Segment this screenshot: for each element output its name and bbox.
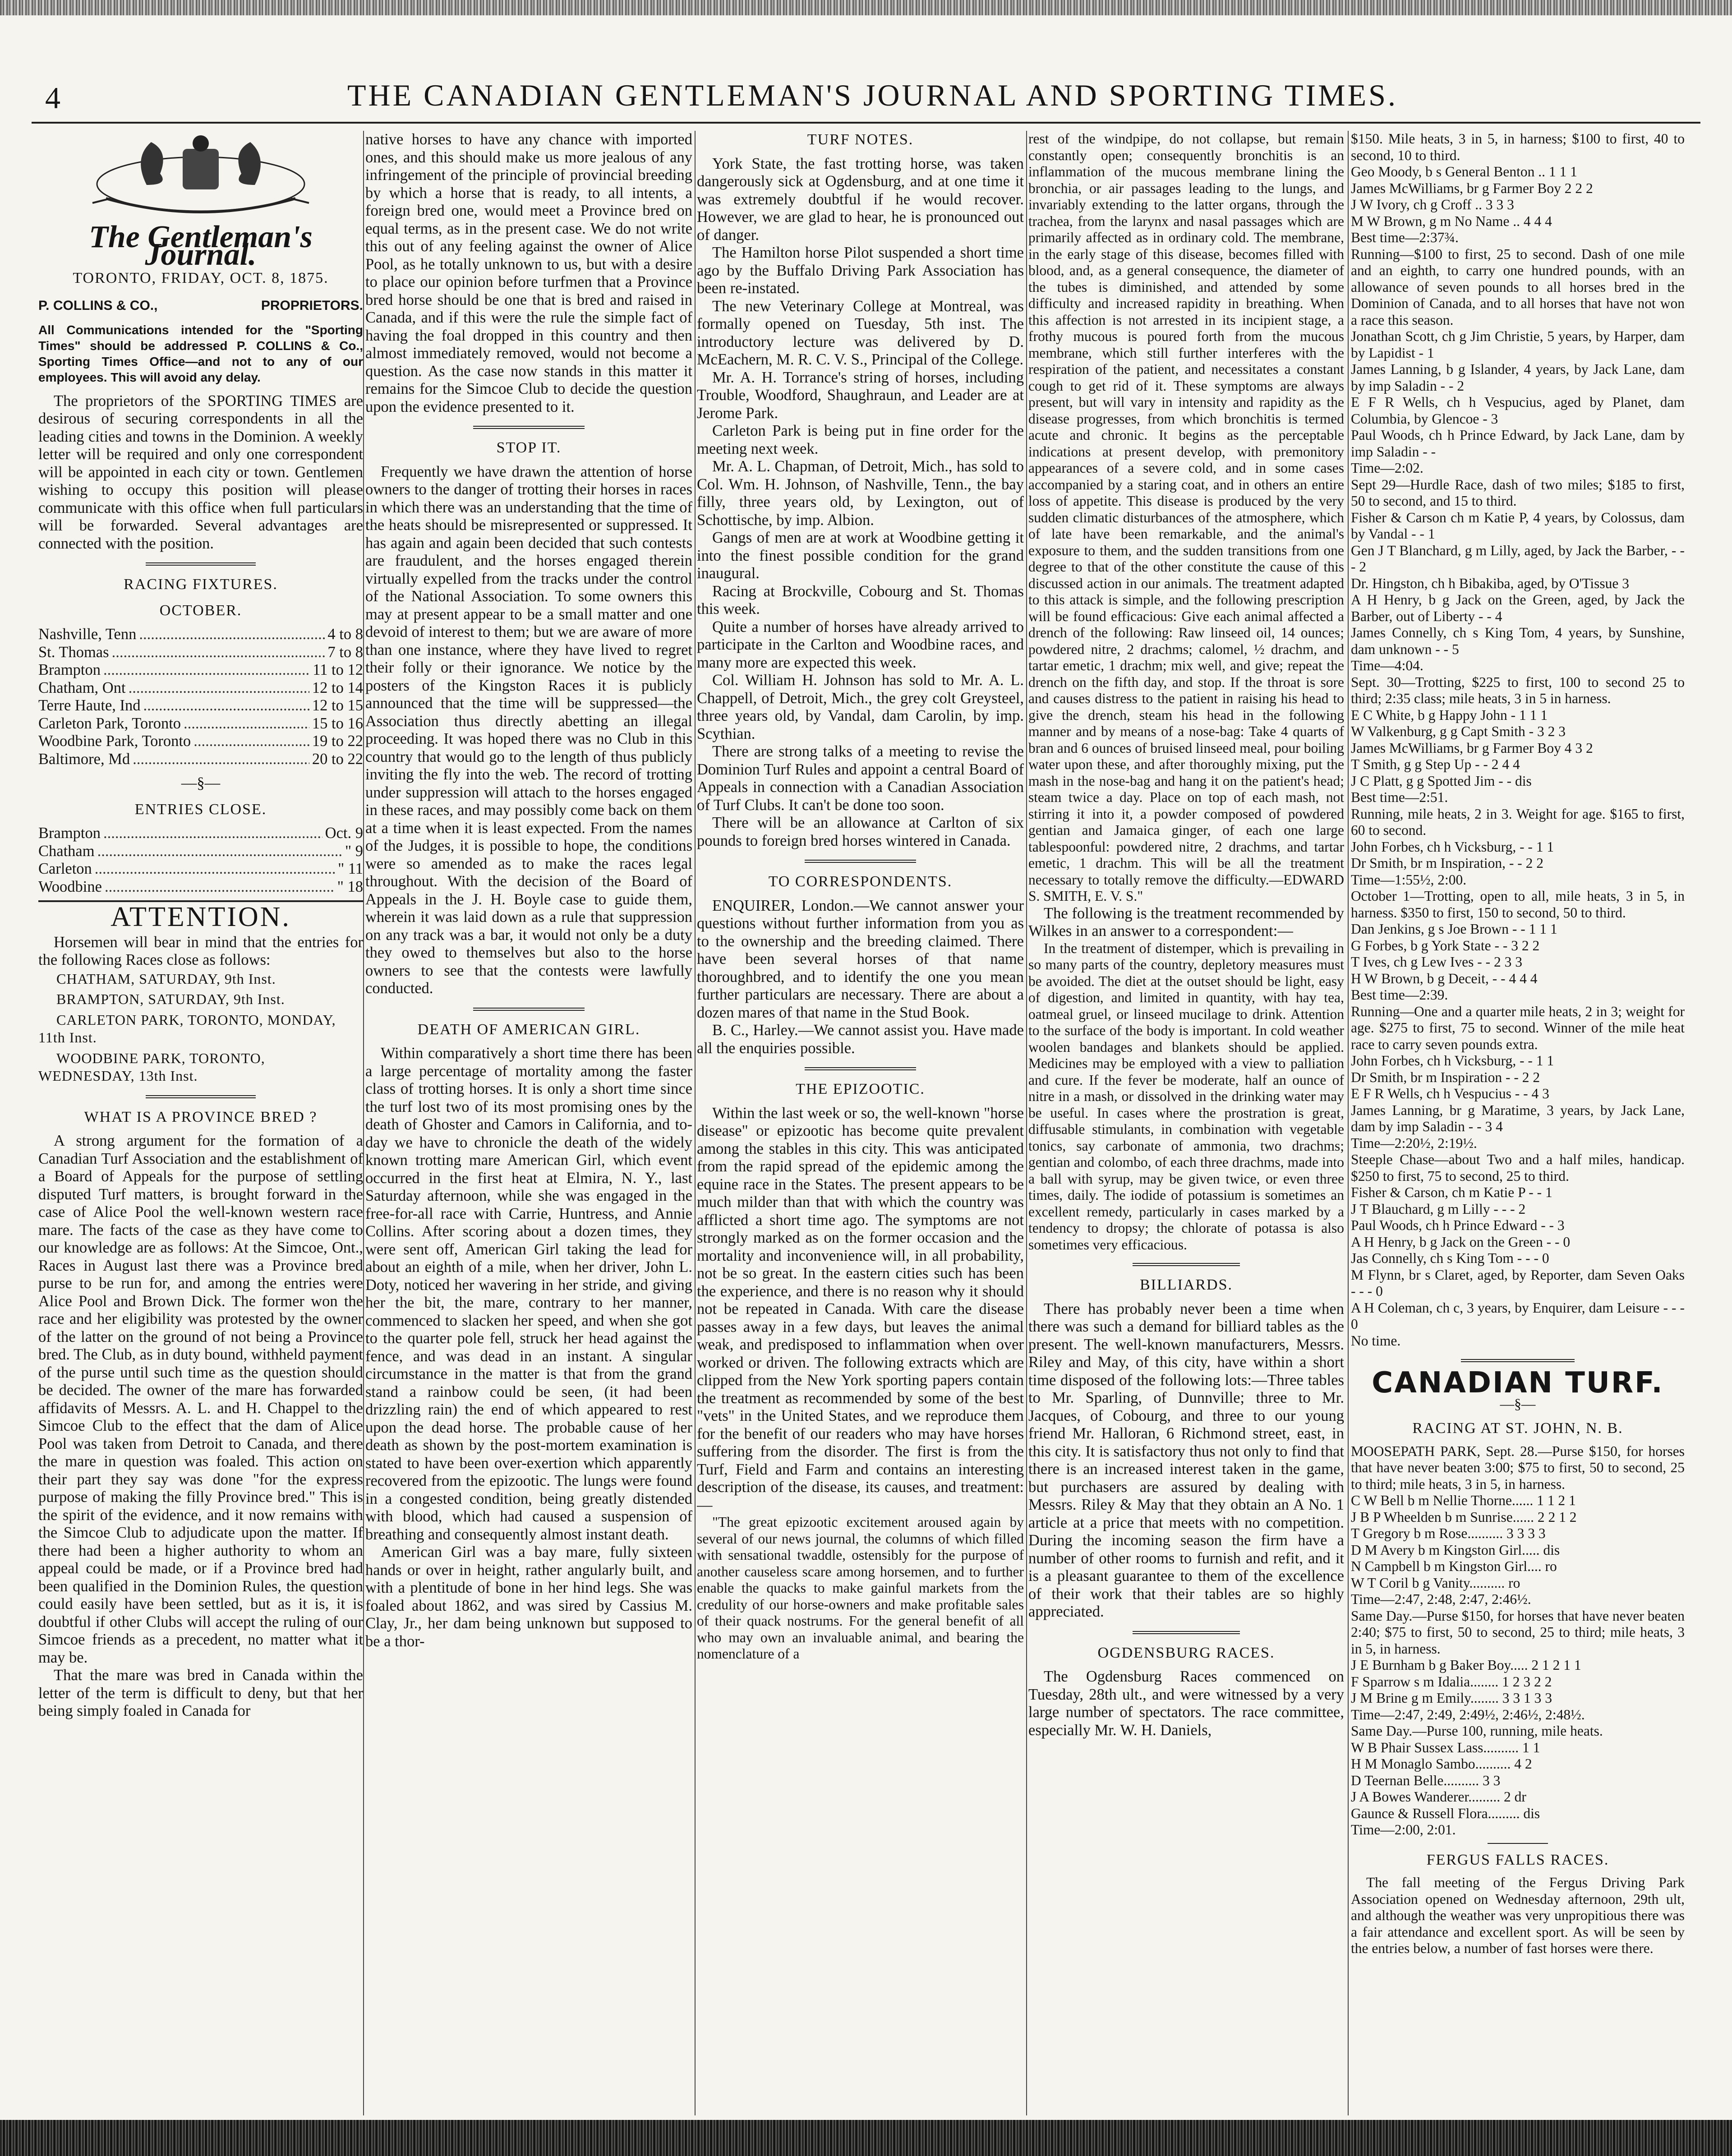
result-line: T Gregory b m Rose.......... 3 3 3 3 xyxy=(1351,1525,1546,1541)
result-line: M W Brown, g m No Name .. 4 4 4 xyxy=(1351,213,1552,229)
rule xyxy=(473,1008,585,1011)
column-rule xyxy=(1348,131,1349,2115)
result-line: F Sparrow s m Idalia........ 1 2 3 2 2 xyxy=(1351,1673,1552,1690)
result-line: C W Bell b m Nellie Thorne...... 1 1 2 1 xyxy=(1351,1493,1576,1508)
scan-edge-top xyxy=(0,0,1732,15)
result-line: Time—2:20½, 2:19½. xyxy=(1351,1135,1477,1151)
result-line: A H Henry, b g Jack on the Green, aged, by Jack the Barber, out of Liberty - - 4 xyxy=(1351,592,1685,624)
entries-list xyxy=(38,825,363,896)
column-rule xyxy=(1026,131,1027,2115)
result-line: Running—$100 to first, 25 to second. Dash of one mile and an eighth, to carry one hundred pounds, with an allowance of seven pounds to all horses bred in the Dominion of Canada, and to all horses that have not won a race this season. xyxy=(1351,246,1685,328)
crest-logo-icon xyxy=(38,131,363,221)
result-line: J E Burnham b g Baker Boy..... 2 1 2 1 1 xyxy=(1351,1657,1581,1673)
result-line: A H Coleman, ch c, 3 years, by Enquirer, dam Leisure - - - 0 xyxy=(1351,1299,1685,1332)
result-line: H M Monaglo Sambo.......... 4 2 xyxy=(1351,1756,1532,1772)
proprietors-label: PROPRIETORS. xyxy=(261,298,363,313)
ogdensburg-paragraph: The Ogdensburg Races commenced on Tuesday, 28th ult., and were witnessed by a very large number of spectators. The race committee, especially Mr. W. H. Daniels, xyxy=(1028,1668,1344,1739)
rule xyxy=(146,1095,256,1098)
st-john-heading: RACING AT ST. JOHN, N. B. xyxy=(1412,1420,1623,1437)
province-bred-continued: native horses to have any chance with imported ones, and this should make us more jealous of any infringement of the principle of provincial breeding by which a horse that is ready, to all intents, a foreign bred one, would meet a Province bred on equal terms, as in the present case. We do not write this out of any feeling against the owner of Alice Pool, as he totally unknown to us, but with a desire to place our opinion before turfmen that a Province bred horse should be one that is bred and raised in Canada, and if this were the rule the simple fact of having the foal dropped in this country and then almost immediately removed, would not become a question. As the case now stands in this matter it remains for the Simcoe Club to decide the question upon the evidence presented to it. xyxy=(365,131,692,415)
result-line: E F R Wells, ch h Vespucius, aged by Planet, dam Columbia, by Glencoe - 3 xyxy=(1351,394,1685,427)
attention-text: Horsemen will bear in mind that the entries for the following Races close as follows: xyxy=(38,933,363,968)
result-line: Fisher & Carson, ch m Katie P - - 1 xyxy=(1351,1184,1552,1200)
attention-heading: ATTENTION. xyxy=(111,902,291,932)
dateline: TORONTO, FRIDAY, OCT. 8, 1875. xyxy=(73,269,329,286)
ogdensburg-heading: OGDENSBURG RACES. xyxy=(1097,1644,1275,1661)
result-line: Dan Jenkins, g s Joe Brown - - 1 1 1 xyxy=(1351,921,1557,937)
attention-item: CARLETON PARK, TORONTO, MONDAY, 11th Inst. xyxy=(38,1011,336,1046)
result-line: G Forbes, b g York State - - 3 2 2 xyxy=(1351,937,1540,954)
rule xyxy=(1133,1263,1240,1266)
attention-item: WOODBINE PARK, TORONTO, WEDNESDAY, 13th Inst. xyxy=(38,1050,265,1084)
result-line: J T Blauchard, g m Lilly - - - 2 xyxy=(1351,1201,1526,1217)
province-bred-paragraph: A strong argument for the formation of a Canadian Turf Association and the establishment of a Board of Appeals for the purpose of settling disputed Turf matters, is brought forward in the case of Alice Pool the well-known western race mare. The facts of the case as they have come to our knowledge are as follows: At the Simcoe, Ont., Races in August last there was a Province bred purse to be run for, and among the entries were Alice Pool and Brown Dick. The former won the race and her eligibility was protested by the owner of the latter on the ground of not being a Province bred. The Club, as in duty bound, withheld payment of the purse until such time as the question should be decided. The owner of the mare has forwarded affidavits of Messrs. A. L. and H. Chappel to the Simcoe Club to the effect that the dam of Alice Pool was taken from Detroit to Canada, and there the mare in question was foaled. This action on their part they say was done "for the express purpose of making the filly Province bred." This is the spirit of the evidence, and it now remains with the Simcoe Club to adjudicate upon the matter. If there had been a higher authority to whom an appeal could be made, or if a Province bred had been qualified in the Dominion Rules, the question could easily have been settled, but as it is, it is doubtful if other Clubs will accept the ruling of our Simcoe friends as a precedent, no matter what it may be. xyxy=(38,1132,363,1666)
rule xyxy=(146,562,256,566)
result-line: T Ives, ch g Lew Ives - - 2 3 3 xyxy=(1351,954,1522,970)
result-line: J A Bowes Wanderer......... 2 dr xyxy=(1351,1789,1526,1805)
rule xyxy=(473,426,585,429)
result-line: Time—2:02. xyxy=(1351,460,1423,476)
turf-note: There will be an allowance at Carlton of six pounds to foreign bred horses wintered in Canada. xyxy=(697,814,1024,849)
column-2 xyxy=(365,131,692,2115)
correspondent-reply: B. C., Harley.—We cannot assist you. Have made all the enquiries possible. xyxy=(697,1022,1024,1057)
result-line: J B P Wheelden b m Sunrise...... 2 2 1 2 xyxy=(1351,1509,1577,1525)
death-paragraph: American Girl was a bay mare, fully sixteen hands or over in height, rather angularly built, and with a plentitude of bone in her hind legs. She was foaled about 1862, and was sired by Cassius M. Clay, Jr., her dam being unknown but supposed to be a thor- xyxy=(365,1543,692,1650)
racing-fixtures-heading: RACING FIXTURES. xyxy=(124,576,278,593)
result-line: October 1—Trotting, open to all, mile heats, 3 in 5, in harness. $350 to first, 150 to second, 50 to third. xyxy=(1351,888,1685,921)
communications-notice: All Communications intended for the "Sporting Times" should be addressed P. COLLINS & Co., Sporting Times Office—and not to any of our employees. This will avoid any delay. xyxy=(38,322,363,384)
turf-note: York State, the fast trotting horse, was taken dangerously sick at Ogdensburg, and at one time it was extremely doubtful if he would recover. However, we are glad to hear, he is pronounced out of danger. xyxy=(697,155,1024,244)
result-line: E C White, b g Happy John - 1 1 1 xyxy=(1351,707,1548,723)
result-line: MOOSEPATH PARK, Sept. 28.—Purse $150, for horses that have never beaten 3:00; $75 to first, 50 to second, 25 to third; mile heats, 3 in 5, in harness. xyxy=(1351,1443,1685,1492)
result-line: Time—2:47, 2:48, 2:47, 2:46½. xyxy=(1351,1591,1531,1607)
result-line: John Forbes, ch h Vicksburg, - - 1 1 xyxy=(1351,838,1554,855)
journal-title: The Gentleman's Journal. xyxy=(89,219,313,272)
canadian-turf-heading: CANADIAN TURF. xyxy=(1372,1366,1664,1400)
result-line: James McWilliams, br g Farmer Boy 2 2 2 xyxy=(1351,180,1593,196)
result-line: M Flynn, br s Claret, aged, by Reporter, dam Seven Oaks - - - 0 xyxy=(1351,1267,1685,1299)
result-line: W Valkenburg, g g Capt Smith - 3 2 3 xyxy=(1351,723,1566,739)
column-5 xyxy=(1351,131,1685,2115)
result-line: W B Phair Sussex Lass.......... 1 1 xyxy=(1351,1739,1540,1755)
fixture-row: Carleton Park, Toronto ..... 15 to 16 xyxy=(38,715,363,733)
result-line: Best time—2:37¾. xyxy=(1351,230,1459,245)
fixture-row: Woodbine Park, Toronto ..... 19 to 22 xyxy=(38,732,363,751)
result-line: $150. Mile heats, 3 in 5, in harness; $100 to first, 40 to second, 10 to third. xyxy=(1351,131,1685,163)
epizootic-paragraph: Within the last week or so, the well-known "horse disease" or epizootic has become quite prevalent among the stables in this city. This was anticipated from the rapid spread of the epidemic among the equine race in the States. The present appears to be much milder than that with which the country was afflicted a short time ago. The symptoms are not strongly marked as on the former occasion and the mortality and inconvenience will, in all probability, not be so great. In the eastern cities such has been the experience, and there is no reason why it should not be repeated in Canada. With care the disease passes away in a few days, but leaves the animal weak, and predisposed to inflammation when over worked or driven. The following extracts which are clipped from the New York sporting papers contain the treatment as recommended by some of the best "vets" in the United States, and we reproduce them for the benefit of our readers who may have horses suffering from the disorder. The first is from the Turf, Field and Farm and contains an interesting description of the disease, its causes, and treatment:— xyxy=(697,1104,1024,1514)
result-line: Dr Smith, br m Inspiration, - - 2 2 xyxy=(1351,855,1543,871)
correspondents-paragraph: The proprietors of the SPORTING TIMES are desirous of securing correspondents in all the leading cities and towns in the Dominion. A weekly letter will be required and only one correspondent will be appointed in each city or town. Gentlemen wishing to occupy this position will please communicate with this office when full particulars will be forwarded. Several advantages are connected with the position. xyxy=(38,392,363,552)
result-line: Same Day.—Purse 100, running, mile heats. xyxy=(1351,1723,1603,1739)
epizootic-quote-continued: rest of the windpipe, do not collapse, but remain constantly open; consequently bronchitis is an inflammation of the mucous membrane lining the bronchia, or air passages leading to the lungs, and invariably extending to the latter organs, through the trachea, from the larynx and nasal passages which are primarily affected as in ordinary cold. The membrane, in the early stage of this disease, becomes filled with blood, and, as a general consequence, the diameter of the tubes is diminished, and attended by some difficulty and increased rapidity in breathing. When this affection is not arrested in its incipient stage, a frothy mucous is poured forth from the mucous membrane, which still further interferes with the respiration of the patient, and necessitates a constant cough to get rid of it. These symptoms are always present, but will vary in intensity and rapidity as the disease progresses, from which bronchitis is termed acute and chronic. It begins as the perceptable indications at present develop, with premonitory appearances of a severe cold, and in some cases accompanied by a staring coat, and in others an entire loss of appetite. This disease is produced by the very sudden climatic disturbances of the atmosphere, which of late have been remarkable, and the animal's exposure to them, and the sudden transitions from one degree to that of the other constitute the cause of this discussed action in our animals. The treatment adapted to this attack is simple, and the following prescription will be found efficacious: Give each animal affected a drench of the following: Raw linseed oil, 14 ounces; powdered nitre, 2 drachms; calomel, ½ drachm, and tartar emetic, 1 drachm; mix well, and give; repeat the drench on the fifth day, and stop. If the throat is sore and causes distress to the patient in raising his head to give the drench, steam his head in the following manner and by means of a nose-bag: Take 4 quarts of bran and 6 ounces of bruised linseed meal, pour boiling water upon these, and after thoroughly mixing, put the mash in the nose-bag and hang it on the patient's head; steam twice a day. Place on top of each mash, not stirring it into it, a powder composed of powdered gentian and Jamaica ginger, of each one large tablespoonful: powdered nitre, 2 drachms, and tartar emetic, 1 drachm. This will be all the treatment necessary to totally remove the difficulty.—EDWARD S. SMITH, E. V. S." xyxy=(1028,131,1344,904)
stop-it-paragraph: Frequently we have drawn the attention of horse owners to the danger of trotting their horses in races in which there was an understanding that the time of the heats should be misrepresented or suppressed. It has again and again been decided that such contests are fraudulent, and the horses engaged therein virtually expelled from the tracks under the control of the National Association. To some owners this may at present appear to be a small matter and one devoid of interest to them; but we are aware of more than one instance, where they have lived to regret their folly or their ignorance. We notice by the posters of the Kingston Races it is publicly announced that the time will be suppressed—the Association thus directly abetting an illegal proceeding. It was hoped there was no Club in this country that would go to the length of thus publicly inviting the fly into the web. The record of trotting under suppression will attach to the horses engaged in these races, and may possibly come back on them at a time when it is least expected. From the names of the Judges, it is possible to hope, the conditions were so amended as to make the races legal throughout. With the decision of the Board of Appeals in the J. H. Boyle case to guide them, wherein it was laid down as a rule that suppression on any track was a bar, it would not only be a duty they owed to themselves but also to the horse owners to see that the contests were lawfully conducted. xyxy=(365,463,692,997)
result-line: Best time—2:39. xyxy=(1351,987,1448,1003)
result-line: T Smith, g g Step Up - - 2 4 4 xyxy=(1351,756,1520,772)
result-line: Jas Connelly, ch s King Tom - - - 0 xyxy=(1351,1250,1549,1266)
result-line: Sept. 30—Trotting, $225 to first, 100 to second 25 to third; 2:35 class; mile heats, 3 in 5 in harness. xyxy=(1351,674,1685,706)
turf-note: There are strong talks of a meeting to revise the Dominion Turf Rules and appoint a central Board of Appeals in connection with a Canadian Association of Turf Clubs. It can't be done too soon. xyxy=(697,743,1024,814)
turf-note: Col. William H. Johnson has sold to Mr. A. L. Chappell, of Detroit, Mich., the grey colt Greysteel, three years old, by Vandal, dam Carolin, by imp. Scythian. xyxy=(697,672,1024,742)
proprietors-line xyxy=(38,297,363,315)
rule xyxy=(1461,1359,1575,1362)
column-1 xyxy=(38,131,363,2115)
result-line: Best time—2:51. xyxy=(1351,789,1448,805)
result-line: D M Avery b m Kingston Girl..... dis xyxy=(1351,1542,1560,1558)
fixture-row: Terre Haute, Ind ..... 12 to 15 xyxy=(38,697,363,715)
masthead xyxy=(32,68,1700,124)
result-line: Time—4:04. xyxy=(1351,658,1423,673)
turf-note: Carleton Park is being put in fine order for the meeting next week. xyxy=(697,422,1024,457)
result-line: E F R Wells, ch h Vespucius - - 4 3 xyxy=(1351,1086,1549,1101)
result-line: Jonathan Scott, ch g Jim Christie, 5 years, by Harper, dam by Lapidist - 1 xyxy=(1351,328,1685,361)
turf-note: Mr. A. L. Chapman, of Detroit, Mich., has sold to Col. Wm. H. Johnson, of Nashville, Tenn., the bay filly, three years old, by Lexington, out of Schottische, by imp. Albion. xyxy=(697,458,1024,529)
fixtures-list xyxy=(38,626,363,768)
entry-row: Brampton ..... Oct. 9 xyxy=(38,825,363,843)
result-line: J C Platt, g g Spotted Jim - - dis xyxy=(1351,773,1532,789)
province-bred-paragraph: That the mare was bred in Canada within the letter of the term is difficult to deny, but that her being simply foaled in Canada for xyxy=(38,1667,363,1719)
result-line: Running—One and a quarter mile heats, 2 in 3; weight for age. $275 to first, 75 to second. Winner of the mile heat race to carry seven pounds extra. xyxy=(1351,1003,1685,1052)
result-line: J W Ivory, ch g Croff .. 3 3 3 xyxy=(1351,197,1514,212)
turf-notes-heading: TURF NOTES. xyxy=(807,131,914,148)
billiards-paragraph: There has probably never been a time when there was such a demand for billiard tables as the present. The well-known manufacturers, Messrs. Riley and May, of this city, have within a short time disposed of the following lots:—Three tables to Mr. Sparling, of Dunnville; three to Mr. Jacques, of Cobourg, and three to our young friend Mr. Halloran, 6 Richmond street, east, in this city. It is satisfactory thus not only to find that there is an increased interest taken in the game, but purchasers are assured by dealing with Messrs. Riley & May that they obtain an A No. 1 article at a price that meets with no competition. During the incoming season the firm have a number of other rooms to furnish and refit, and it is a pleasant guarantee to them of the excellence of their work that their tables are so highly appreciated. xyxy=(1028,1300,1344,1620)
result-line: Gaunce & Russell Flora......... dis xyxy=(1351,1805,1540,1821)
death-paragraph: Within comparatively a short time there has been a large percentage of mortality among the faster class of trotting horses. It is only a short time since the turf lost two of its most promising ones by the death of Ghoster and Camors in California, and to-day we have to chronicle the death of the widely known trotting mare American Girl, which event occurred in the first heat at Elmira, N. Y., last Saturday afternoon, while she was engaged in the free-for-all race with Carrie, Huntress, and Annie Collins. After scoring about a dozen times, they were sent off, American Girl taking the lead for about an eighth of a mile, when her driver, John L. Doty, noticed her wavering in her stride, and giving her the bit, the mare, contrary to her manner, commenced to slacken her speed, and when she got to the quarter pole fell, struck her head against the fence, and was dead in an instant. A singular circumstance in the matter is that from the grand stand a rainbow could be seen, (it had been drizzling rain) the end of which appeared to rest upon the dead horse. The probable cause of her death as shown by the post-mortem examination is stated to have been over-exertion which apparently recovered from the epizootic. The lungs were found in a congested condition, being greatly distended with blood, which had caused a suspension of breathing and consequently almost instant death. xyxy=(365,1045,692,1543)
section-ornament: —§— xyxy=(1500,1396,1536,1412)
fixture-row: Brampton ..... 11 to 12 xyxy=(38,661,363,679)
attention-item: BRAMPTON, SATURDAY, 9th Inst. xyxy=(56,991,285,1007)
epizootic-heading: THE EPIZOOTIC. xyxy=(796,1081,925,1097)
race-results-list xyxy=(1351,131,1685,1349)
fergus-falls-heading: FERGUS FALLS RACES. xyxy=(1426,1851,1609,1868)
scan-edge-bottom xyxy=(0,2120,1732,2156)
result-line: James Lanning, b g Islander, 4 years, by Jack Lane, dam by imp Saladin - - 2 xyxy=(1351,361,1685,394)
turf-note: Quite a number of horses have already arrived to participate in the Carlton and Woodbine races, and many more are expected this week. xyxy=(697,618,1024,671)
result-line: John Forbes, ch h Vicksburg, - - 1 1 xyxy=(1351,1053,1554,1069)
fixture-row: Nashville, Tenn ..... 4 to 8 xyxy=(38,626,363,644)
result-line: Fisher & Carson ch m Katie P, 4 years, by Colossus, dam by Vandal - - 1 xyxy=(1351,509,1685,542)
entry-row: Woodbine ..... " 18 xyxy=(38,878,363,896)
province-bred-heading: WHAT IS A PROVINCE BRED ? xyxy=(84,1108,318,1125)
turf-note: Gangs of men are at work at Woodbine getting it into the finest possible condition for the grand inaugural. xyxy=(697,529,1024,582)
result-line: No time. xyxy=(1351,1332,1401,1349)
fergus-falls-paragraph: The fall meeting of the Fergus Driving Park Association opened on Wednesday afternoon, 29th ult, and although the weather was very unpropitious there was a fair attendance and excellent sport. As will be seen by the entries below, a number of fast horses were there. xyxy=(1351,1875,1685,1956)
turf-note: Racing at Brockville, Cobourg and St. Thomas this week. xyxy=(697,582,1024,617)
fixture-row: St. Thomas ..... 7 to 8 xyxy=(38,644,363,662)
result-line: Same Day.—Purse $150, for horses that have never beaten 2:40; $75 to first, 50 to second, 25 to third; mile heats, 3 in 5, in harness. xyxy=(1351,1608,1685,1657)
rule xyxy=(805,860,916,863)
section-ornament: —§— xyxy=(181,774,221,792)
billiards-heading: BILLIARDS. xyxy=(1139,1276,1233,1293)
st-john-results-list xyxy=(1351,1443,1685,1838)
rule xyxy=(1133,1631,1240,1634)
result-line: Dr Smith, br m Inspiration - - 2 2 xyxy=(1351,1069,1540,1085)
result-line: N Campbell b m Kingston Girl.... ro xyxy=(1351,1558,1557,1574)
rule xyxy=(1488,1843,1548,1844)
result-line: James Connelly, ch s King Tom, 4 years, by Sunshine, dam unknown - - 5 xyxy=(1351,625,1685,657)
turf-note: Mr. A. H. Torrance's string of horses, including Trouble, Woodford, Shaughraun, and Leader are at Jerome Park. xyxy=(697,369,1024,422)
result-line: Time—1:55½, 2:00. xyxy=(1351,871,1467,888)
attention-item: CHATHAM, SATURDAY, 9th Inst. xyxy=(56,970,276,987)
result-line: Time—2:47, 2:49, 2:49½, 2:46½, 2:48½. xyxy=(1351,1706,1585,1723)
wilkes-intro: The following is the treatment recommended by Wilkes in an answer to a correspondent:— xyxy=(1028,904,1344,940)
epizootic-quote: "The great epizootic excitement aroused again by several of our news journal, the columns of which filled with sensational twaddle, ostensibly for the purpose of another causeless scare among horsemen, and to further enable the quacks to make gainful markets from the credulity of our horse-owners and make profitable sales of their quack nostrums. For the general benefit of all who may own an invaluable animal, and bearing the nomenclature of a xyxy=(697,1514,1024,1662)
correspondent-reply: ENQUIRER, London.—We cannot answer your questions without further information from you as to the ownership and the breeding claimed. There have been several horses of that name thoroughbred, and to identify the one you mean further particulars are necessary. There are about a dozen mares of that name in the Stud Book. xyxy=(697,897,1024,1021)
masthead-title: THE CANADIAN GENTLEMAN'S JOURNAL AND SPORTING TIMES. xyxy=(347,78,1398,112)
column-rule xyxy=(363,131,364,2115)
entries-close-heading: ENTRIES CLOSE. xyxy=(134,801,267,818)
result-line: Running, mile heats, 2 in 3. Weight for age. $165 to first, 60 to second. xyxy=(1351,806,1685,838)
distemper-treatment: In the treatment of distemper, which is prevailing in so many parts of the country, depletory measures must be avoided. The diet at the outset should be light, easy of digestion, and limited in quantity, with hay tea, oatmeal gruel, or linseed mucilage to drink. Attention to the surface of the body is important. In cold weather woolen bandages and blankets should be applied. Medicines may be employed with a view to palliation and cure. If the fever be moderate, half an ounce of nitre in a mash, or dissolved in the drinking water may be useful. In cases where the prostration is great, diffusable stimulants, in combination with vegetable tonics, say carbonate of ammonia, two drachms; gentian and colombo, of each three drachms, made into a ball with syrup, may be given twice, or even three times, daily. The iodide of potassium is sometimes an excellent remedy, particularly in cases marked by a tendency to dropsy; the chlorate of potassa is also sometimes very efficacious. xyxy=(1028,940,1344,1253)
death-american-girl-heading: DEATH OF AMERICAN GIRL. xyxy=(417,1021,640,1038)
result-line: Time—2:00, 2:01. xyxy=(1351,1822,1456,1838)
result-line: J M Brine g m Emily........ 3 3 1 3 3 xyxy=(1351,1690,1552,1706)
column-rule xyxy=(695,131,696,2115)
result-line: Dr. Hingston, ch h Bibakiba, aged, by O'Tissue 3 xyxy=(1351,575,1629,591)
column-4 xyxy=(1028,131,1344,2115)
turf-note: The new Veterinary College at Montreal, was formally opened on Tuesday, 5th inst. The introductory lecture was delivered by D. McEachern, M. R. C. V. S., Principal of the College. xyxy=(697,297,1024,368)
result-line: Paul Woods, ch h Prince Edward - - 3 xyxy=(1351,1217,1565,1233)
page-number: 4 xyxy=(45,81,60,115)
to-correspondents-heading: TO CORRESPONDENTS. xyxy=(768,873,953,890)
result-line: H W Brown, b g Deceit, - - 4 4 4 xyxy=(1351,970,1538,986)
fixture-row: Chatham, Ont ..... 12 to 14 xyxy=(38,679,363,697)
stop-it-heading: STOP IT. xyxy=(496,439,562,456)
proprietors-name: P. COLLINS & CO., xyxy=(38,298,158,313)
entry-row: Carleton ..... " 11 xyxy=(38,860,363,878)
result-line: Geo Moody, b s General Benton .. 1 1 1 xyxy=(1351,164,1577,180)
rule xyxy=(805,1067,916,1070)
result-line: A H Henry, b g Jack on the Green - - 0 xyxy=(1351,1234,1571,1250)
result-line: James Lanning, br g Maratime, 3 years, by Jack Lane, dam by imp Saladin - - 3 4 xyxy=(1351,1102,1685,1134)
result-line: Paul Woods, ch h Prince Edward, by Jack Lane, dam by imp Saladin - - xyxy=(1351,427,1685,460)
month-heading: OCTOBER. xyxy=(159,602,242,619)
turf-note: The Hamilton horse Pilot suspended a short time ago by the Buffalo Driving Park Association has been re-instated. xyxy=(697,244,1024,297)
result-line: D Teernan Belle.......... 3 3 xyxy=(1351,1772,1501,1788)
column-3 xyxy=(697,131,1024,2115)
entry-row: Chatham ..... " 9 xyxy=(38,843,363,861)
result-line: W T Coril b g Vanity.......... ro xyxy=(1351,1575,1520,1591)
result-line: Sept 29—Hurdle Race, dash of two miles; $185 to first, 50 to second, and 15 to third. xyxy=(1351,476,1685,509)
result-line: James McWilliams, br g Farmer Boy 4 3 2 xyxy=(1351,740,1593,756)
result-line: Steeple Chase—about Two and a half miles, handicap. $250 to first, 75 to second, 25 to third. xyxy=(1351,1152,1685,1184)
fixture-row: Baltimore, Md ..... 20 to 22 xyxy=(38,751,363,769)
result-line: Gen J T Blanchard, g m Lilly, aged, by Jack the Barber, - - - 2 xyxy=(1351,542,1685,575)
